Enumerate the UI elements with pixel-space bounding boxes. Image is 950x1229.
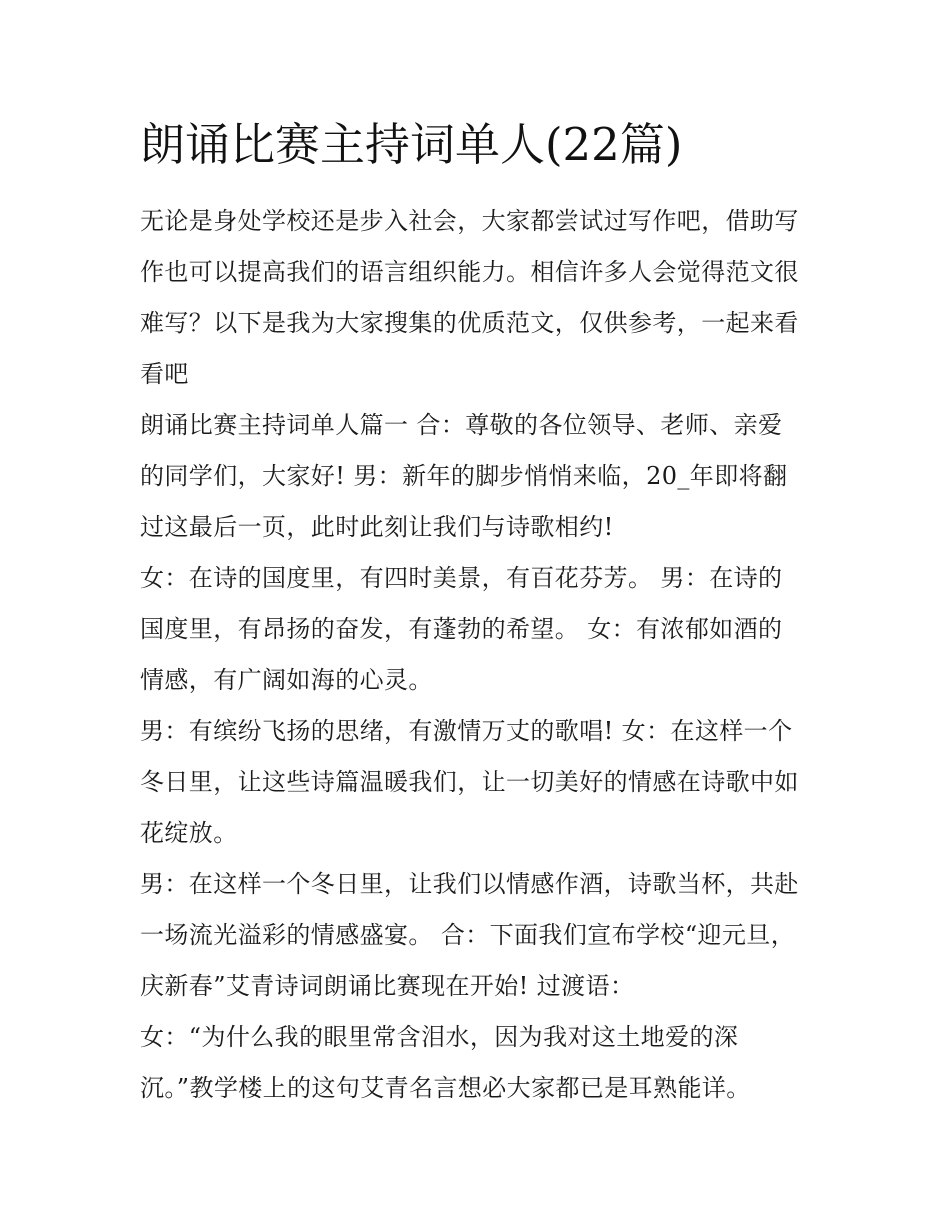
text-line: 女：“为什么我的眼里常含泪水，因为我对这土地爱的深 (140, 1023, 739, 1051)
text-line: 沉。”教学楼上的这句艾青名言想必大家都已是耳熟能详。 (140, 1074, 751, 1102)
text-line: 无论是身处学校还是步入社会，大家都尝试过写作吧，借助写 (140, 207, 799, 235)
text-line: 看吧 (140, 360, 189, 388)
document-title: 朗诵比赛主持词单人(22篇) (140, 118, 683, 171)
text-line: 庆新春”艾青诗词朗诵比赛现在开始! 过渡语： (140, 972, 635, 1000)
text-line: 男：在这样一个冬日里，让我们以情感作酒，诗歌当杯，共赴 (140, 870, 799, 898)
text-line: 冬日里，让这些诗篇温暖我们，让一切美好的情感在诗歌中如 (140, 768, 799, 796)
text-line: 情感，有广阔如海的心灵。 (140, 666, 433, 694)
text-line: 国度里，有昂扬的奋发，有蓬勃的希望。 女：有浓郁如酒的 (140, 615, 783, 643)
text-line: 过这最后一页，此时此刻让我们与诗歌相约! (140, 513, 614, 541)
text-line: 朗诵比赛主持词单人篇一 合：尊敬的各位领导、老师、亲爱 (140, 411, 783, 439)
text-line: 一场流光溢彩的情感盛宴。 合：下面我们宣布学校“迎元旦， (140, 921, 796, 949)
text-line: 作也可以提高我们的语言组织能力。相信许多人会觉得范文很 (140, 258, 799, 286)
document-body (140, 196, 820, 1114)
text-line: 的同学们，大家好! 男：新年的脚步悄悄来临，20_年即将翻 (140, 462, 788, 490)
text-line: 难写？以下是我为大家搜集的优质范文，仅供参考，一起来看 (140, 309, 799, 337)
text-line: 女：在诗的国度里，有四时美景，有百花芬芳。 男：在诗的 (140, 564, 783, 592)
text-line: 男：有缤纷飞扬的思绪，有激情万丈的歌唱! 女：在这样一个 (140, 717, 793, 745)
text-line: 花绽放。 (140, 819, 238, 847)
